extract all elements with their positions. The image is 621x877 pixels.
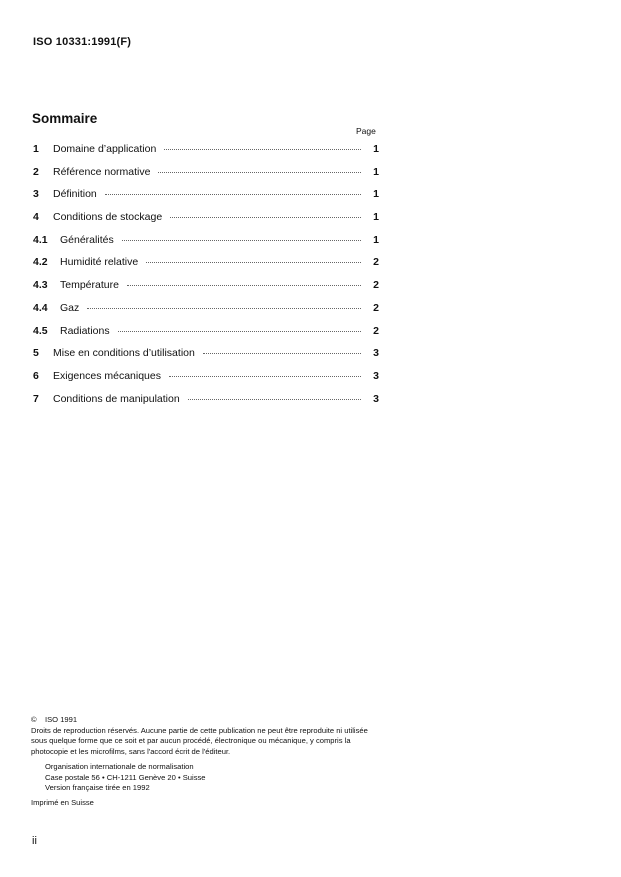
- toc-label: Domaine d’application: [53, 143, 157, 155]
- toc-page: 1: [373, 233, 379, 246]
- toc-page: 2: [373, 324, 379, 337]
- toc-number: 6: [33, 369, 39, 382]
- leader-dots: [169, 376, 361, 377]
- toc-entry[interactable]: [33, 325, 379, 348]
- toc-label: Radiations: [60, 324, 110, 337]
- toc-entry[interactable]: [33, 143, 379, 166]
- toc-page: 1: [373, 211, 379, 224]
- leader-dots: [87, 308, 361, 309]
- toc-label: Mise en conditions d’utilisation: [53, 347, 195, 360]
- toc-label: Humidité relative: [60, 256, 139, 269]
- toc-number: 4.2: [33, 256, 48, 269]
- table-of-contents: [33, 143, 379, 415]
- toc-number: 4.1: [33, 233, 48, 246]
- copyright-block: [31, 715, 381, 808]
- leader-dots: [203, 353, 361, 354]
- leader-dots: [122, 240, 361, 241]
- toc-page: 2: [373, 256, 379, 269]
- toc-entry[interactable]: [33, 188, 379, 211]
- leader-dots: [146, 262, 361, 263]
- toc-entry[interactable]: [33, 279, 379, 302]
- page-title: Sommaire: [32, 111, 98, 126]
- leader-dots: [188, 399, 361, 400]
- toc-number: 4: [33, 211, 39, 224]
- toc-entry[interactable]: [33, 234, 379, 257]
- toc-page: 1: [373, 143, 379, 155]
- toc-entry[interactable]: [33, 256, 379, 279]
- toc-number: 7: [33, 392, 39, 405]
- toc-number: 2: [33, 165, 39, 178]
- toc-page: 2: [373, 279, 379, 292]
- toc-label: Exigences mécaniques: [53, 369, 161, 382]
- leader-dots: [164, 149, 361, 150]
- toc-page: 2: [373, 301, 379, 314]
- leader-dots: [127, 285, 361, 286]
- organization-address: Case postale 56 • CH-1211 Genève 20 • Suisse: [45, 772, 206, 782]
- toc-label: Température: [60, 279, 119, 292]
- page-column-header: Page: [356, 126, 376, 136]
- leader-dots: [105, 194, 361, 195]
- toc-page: 3: [373, 392, 379, 405]
- printed-in: Imprimé en Suisse: [31, 797, 94, 807]
- toc-page: 3: [373, 347, 379, 360]
- toc-number: 4.3: [33, 279, 48, 292]
- toc-entry[interactable]: [33, 302, 379, 325]
- toc-label: Gaz: [60, 301, 80, 314]
- copyright-year: ISO 1991: [45, 715, 78, 724]
- toc-entry[interactable]: [33, 211, 379, 234]
- copyright-symbol: ©: [31, 715, 37, 724]
- toc-entry[interactable]: [33, 166, 379, 189]
- leader-dots: [158, 172, 361, 173]
- toc-label: Conditions de manipulation: [53, 392, 180, 405]
- toc-label: Définition: [53, 188, 97, 201]
- toc-entry[interactable]: [33, 347, 379, 370]
- toc-number: 4.5: [33, 324, 48, 337]
- toc-number: 1: [33, 143, 39, 155]
- leader-dots: [118, 331, 361, 332]
- toc-label: Généralités: [60, 233, 114, 246]
- toc-entry[interactable]: [33, 370, 379, 393]
- document-id: ISO 10331:1991(F): [33, 36, 132, 48]
- toc-number: 4.4: [33, 301, 48, 314]
- page-number: ii: [32, 835, 37, 847]
- toc-page: 1: [373, 188, 379, 201]
- organization-name: Organisation internationale de normalisation: [45, 762, 194, 771]
- toc-number: 5: [33, 347, 39, 360]
- toc-page: 3: [373, 369, 379, 382]
- rights-notice: Droits de reproduction réservés. Aucune partie de cette publication ne peut être reproduite ni utilisée sous quelque forme que ce soit et par aucun procédé, électronique ou mécanique, y compris la photocopie et les microfilms, sans l'accord écrit de l'éditeur.: [31, 725, 368, 756]
- toc-page: 1: [373, 165, 379, 178]
- version-note: Version française tirée en 1992: [45, 783, 150, 792]
- toc-label: Référence normative: [53, 165, 151, 178]
- toc-number: 3: [33, 188, 39, 201]
- toc-label: Conditions de stockage: [53, 211, 163, 224]
- toc-entry[interactable]: [33, 393, 379, 416]
- leader-dots: [170, 217, 361, 218]
